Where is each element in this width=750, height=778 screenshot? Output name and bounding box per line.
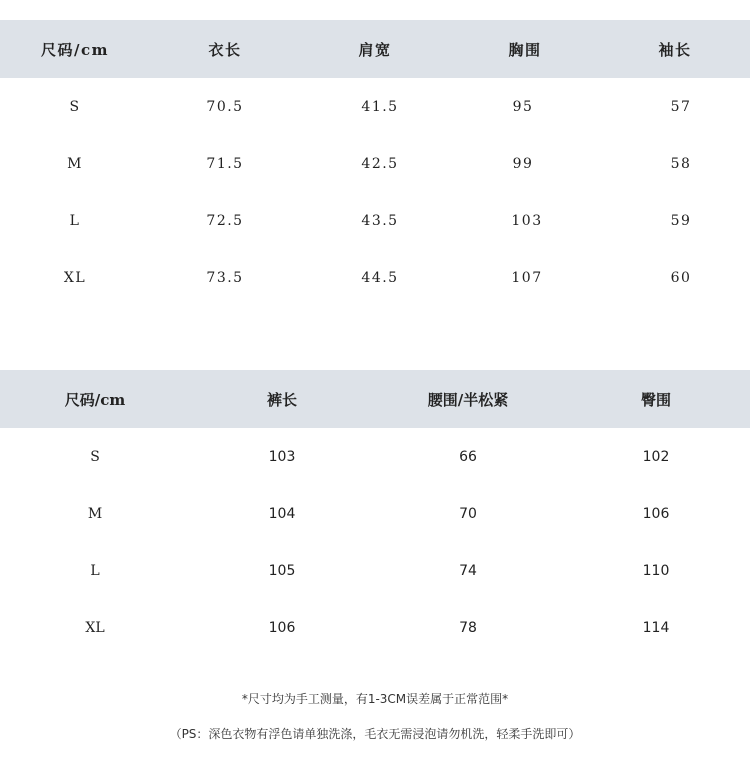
size-cell: S: [90, 448, 100, 465]
length-cell: 72.5: [206, 212, 244, 229]
chest-cell: 95: [512, 98, 534, 115]
table-row: [0, 249, 750, 306]
size-cell: S: [69, 98, 81, 115]
pants-length-cell: 105: [268, 562, 296, 579]
table-row: [0, 428, 750, 485]
pants-length-cell: 103: [268, 448, 296, 465]
length-cell: 73.5: [206, 269, 244, 286]
shoulder-cell: 41.5: [361, 98, 399, 115]
header-sleeve: 袖长: [658, 40, 692, 59]
sleeve-cell: 58: [670, 155, 692, 172]
sleeve-cell: 57: [670, 98, 692, 115]
size-cell: L: [90, 562, 100, 579]
table-header: [0, 20, 750, 78]
size-cell: XL: [63, 269, 87, 286]
header-hip: 臀围: [640, 390, 671, 409]
pants-length-cell: 106: [268, 619, 296, 636]
chest-cell: 103: [511, 212, 543, 229]
waist-cell: 78: [459, 619, 477, 636]
length-cell: 71.5: [206, 155, 244, 172]
pants-length-cell: 104: [268, 505, 296, 522]
hip-cell: 110: [642, 562, 670, 579]
length-cell: 70.5: [206, 98, 244, 115]
wash-note: （PS：深色衣物有浮色请单独洗涤，毛衣无需浸泡请勿机洗，轻柔手洗即可）: [169, 727, 581, 741]
header-size: 尺码/cm: [41, 40, 109, 59]
chest-cell: 99: [512, 155, 534, 172]
hip-cell: 102: [642, 448, 670, 465]
waist-cell: 70: [459, 505, 477, 522]
sleeve-cell: 60: [670, 269, 692, 286]
chest-cell: 107: [511, 269, 543, 286]
header-waist: 腰围/半松紧: [427, 390, 509, 409]
size-cell: XL: [85, 619, 105, 636]
hip-cell: 106: [642, 505, 670, 522]
table-row: [0, 78, 750, 135]
size-cell: M: [87, 505, 103, 522]
table-row: [0, 192, 750, 249]
header-size: 尺码/cm: [64, 390, 126, 409]
measurement-note: *尺寸均为手工测量，有1-3CM误差属于正常范围*: [241, 692, 509, 706]
size-table-tops: [0, 20, 750, 306]
table-row: [0, 485, 750, 542]
shoulder-cell: 42.5: [361, 155, 399, 172]
table-row: [0, 599, 750, 656]
size-cell: L: [69, 212, 81, 229]
size-table-pants: [0, 370, 750, 656]
shoulder-cell: 44.5: [361, 269, 399, 286]
waist-cell: 66: [459, 448, 477, 465]
waist-cell: 74: [459, 562, 477, 579]
size-cell: M: [67, 155, 83, 172]
header-chest: 胸围: [508, 40, 542, 59]
header-shoulder: 肩宽: [358, 40, 392, 59]
table-row: [0, 542, 750, 599]
table-row: [0, 135, 750, 192]
header-pants-length: 裤长: [266, 390, 297, 409]
shoulder-cell: 43.5: [361, 212, 399, 229]
table-header: [0, 370, 750, 428]
sleeve-cell: 59: [670, 212, 692, 229]
hip-cell: 114: [642, 619, 670, 636]
header-length: 衣长: [208, 40, 242, 59]
